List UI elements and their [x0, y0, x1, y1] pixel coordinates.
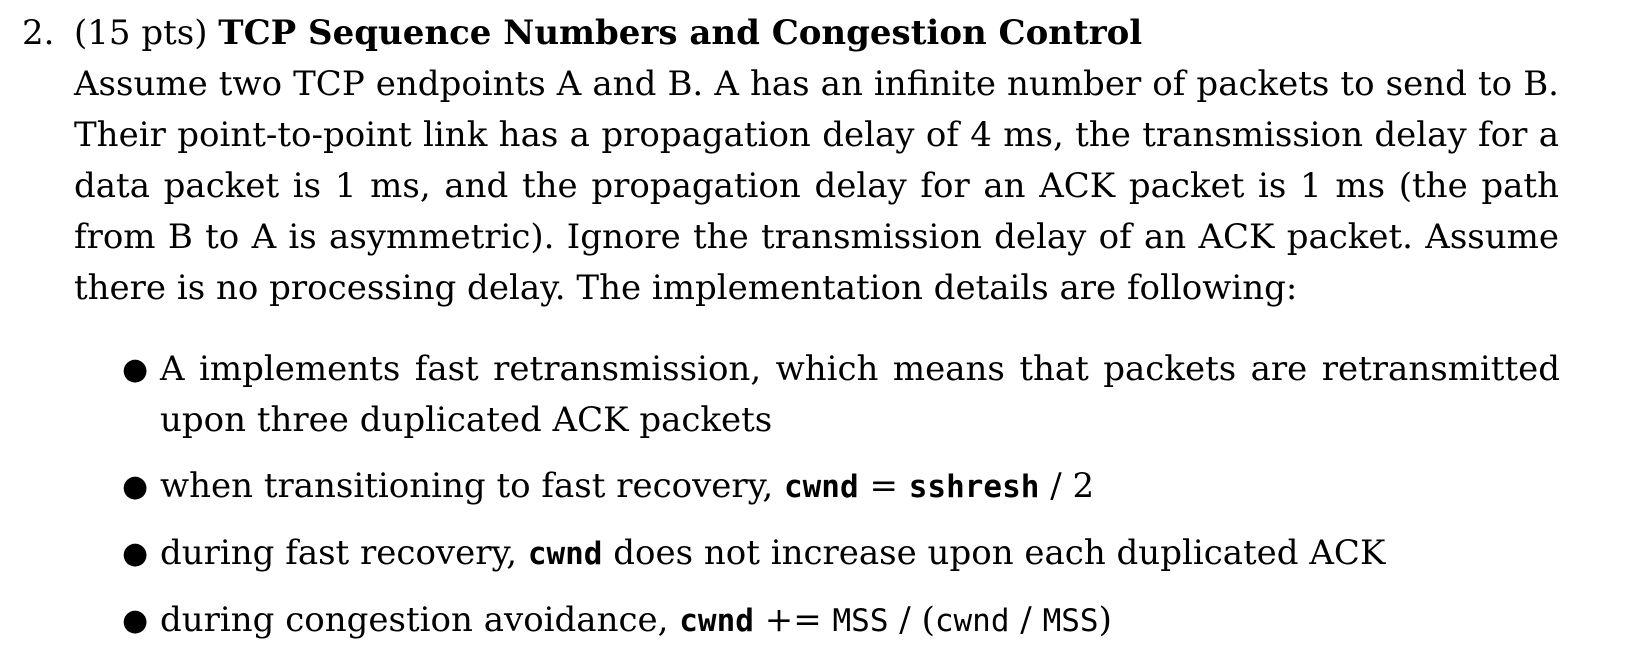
list-item — [22, 461, 1560, 513]
problem-points: (15 pts) — [74, 13, 208, 53]
problem-heading — [22, 8, 1634, 59]
bullet-icon: ● — [122, 603, 149, 638]
bullet-icon: ● — [122, 536, 149, 571]
code-mss: MSS — [832, 603, 889, 639]
bullet-text: does not increase upon each duplicated ACK — [602, 533, 1386, 573]
code-cwnd: cwnd — [679, 603, 754, 639]
problem-2 — [22, 8, 1634, 662]
bullet-icon: ● — [122, 469, 149, 504]
list-item — [22, 595, 1560, 647]
problem-title: TCP Sequence Numbers and Congestion Control — [218, 13, 1143, 53]
list-item — [22, 528, 1560, 580]
operator: / — [1009, 600, 1043, 640]
operator: ) — [1098, 600, 1112, 640]
implementation-details-list — [22, 344, 1634, 647]
code-mss: MSS — [1042, 603, 1099, 639]
bullet-text: during congestion avoidance, — [160, 600, 680, 640]
problem-number: 2. — [22, 13, 55, 53]
code-cwnd: cwnd — [527, 536, 603, 572]
list-item — [22, 344, 1560, 446]
equals-sign: = — [858, 466, 909, 506]
code-cwnd: cwnd — [783, 469, 859, 505]
bullet-text: during fast recovery, — [160, 533, 528, 573]
operator: += — [753, 600, 833, 640]
code-sshresh: sshresh — [908, 469, 1040, 505]
bullet-icon: ● — [122, 352, 149, 387]
problem-paragraph: Assume two TCP endpoints A and B. A has an infinite number of packets to send to B. Their point-to-point link has a propagation delay of 4 ms, the transmission delay for a data packet is 1 ms, and the propagation delay for an ACK packet is 1 ms (the path from B to A is asymmetric). Ignore the transmission delay of an ACK packet. Assume there is no processing delay. The implementation details are following: — [74, 64, 1559, 308]
bullet-text: when transitioning to fast recovery, — [160, 466, 784, 506]
operator: / ( — [888, 600, 935, 640]
bullet-text: / 2 — [1039, 466, 1095, 506]
code-cwnd: cwnd — [934, 603, 1010, 639]
bullet-text: A implements fast retransmission, which means that packets are retransmitted upon three duplicated ACK packets — [160, 349, 1560, 440]
